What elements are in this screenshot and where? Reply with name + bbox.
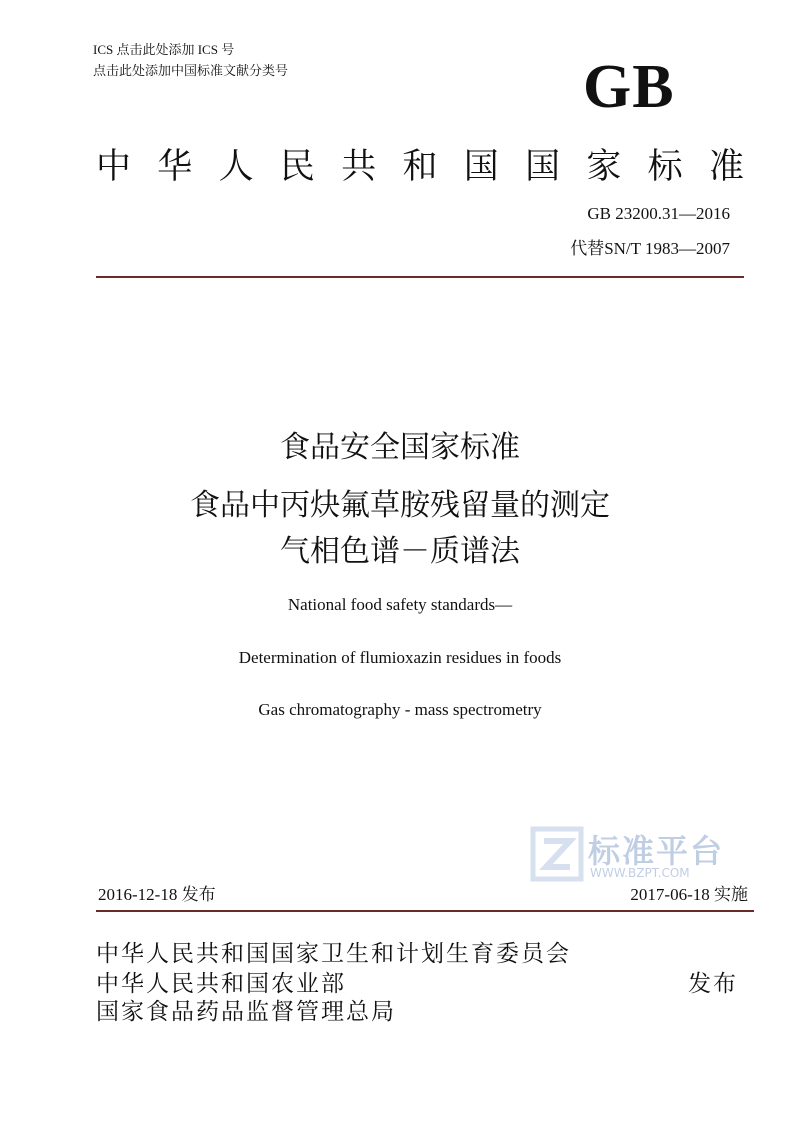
title-char: 人 <box>218 147 254 187</box>
gb-logo: GB <box>583 53 675 121</box>
title-en-line2: Determination of flumioxazin residues in foods <box>238 648 562 667</box>
title-cn-line2: 食品中丙炔氟草胺残留量的测定 <box>190 488 610 523</box>
watermark-url: WWW.BZPT.COM <box>590 866 690 880</box>
bottom-divider <box>96 910 754 912</box>
title-char: 准 <box>708 147 744 187</box>
implementation-date: 2017-06-18 实施 <box>630 885 748 904</box>
title-char: 民 <box>279 147 315 187</box>
issue-date: 2016-12-18 发布 <box>98 885 216 904</box>
title-char: 共 <box>341 147 377 187</box>
issuer-line: 中华人民共和国国家卫生和计划生育委员会 <box>96 941 571 967</box>
standard-number: GB 23200.31—2016 <box>587 204 730 223</box>
issuer-line: 国家食品药品监督管理总局 <box>96 999 396 1025</box>
title-char: 国 <box>463 147 499 187</box>
title-char: 华 <box>157 147 193 187</box>
top-divider <box>96 276 744 278</box>
national-standard-title <box>96 148 744 187</box>
title-en-line3: Gas chromatography - mass spectrometry <box>258 700 542 719</box>
issuer-line: 中华人民共和国农业部 <box>96 971 346 997</box>
title-en-line1: National food safety standards— <box>287 595 513 614</box>
replaces-standard: 代替SN/T 1983—2007 <box>570 239 730 258</box>
title-cn-line1: 食品安全国家标准 <box>280 430 520 465</box>
title-cn-line3: 气相色谱－质谱法 <box>280 534 520 569</box>
title-char: 家 <box>586 147 622 187</box>
title-char: 中 <box>96 147 132 187</box>
watermark-name: 标准平台 <box>588 832 725 870</box>
title-char: 标 <box>647 147 683 187</box>
classification-number: 点击此处添加中国标准文献分类号 <box>93 64 289 79</box>
title-char: 国 <box>525 147 561 187</box>
publish-label: 发布 <box>688 971 738 997</box>
title-char: 和 <box>402 147 438 187</box>
ics-number: ICS 点击此处添加 ICS 号 <box>93 42 235 57</box>
